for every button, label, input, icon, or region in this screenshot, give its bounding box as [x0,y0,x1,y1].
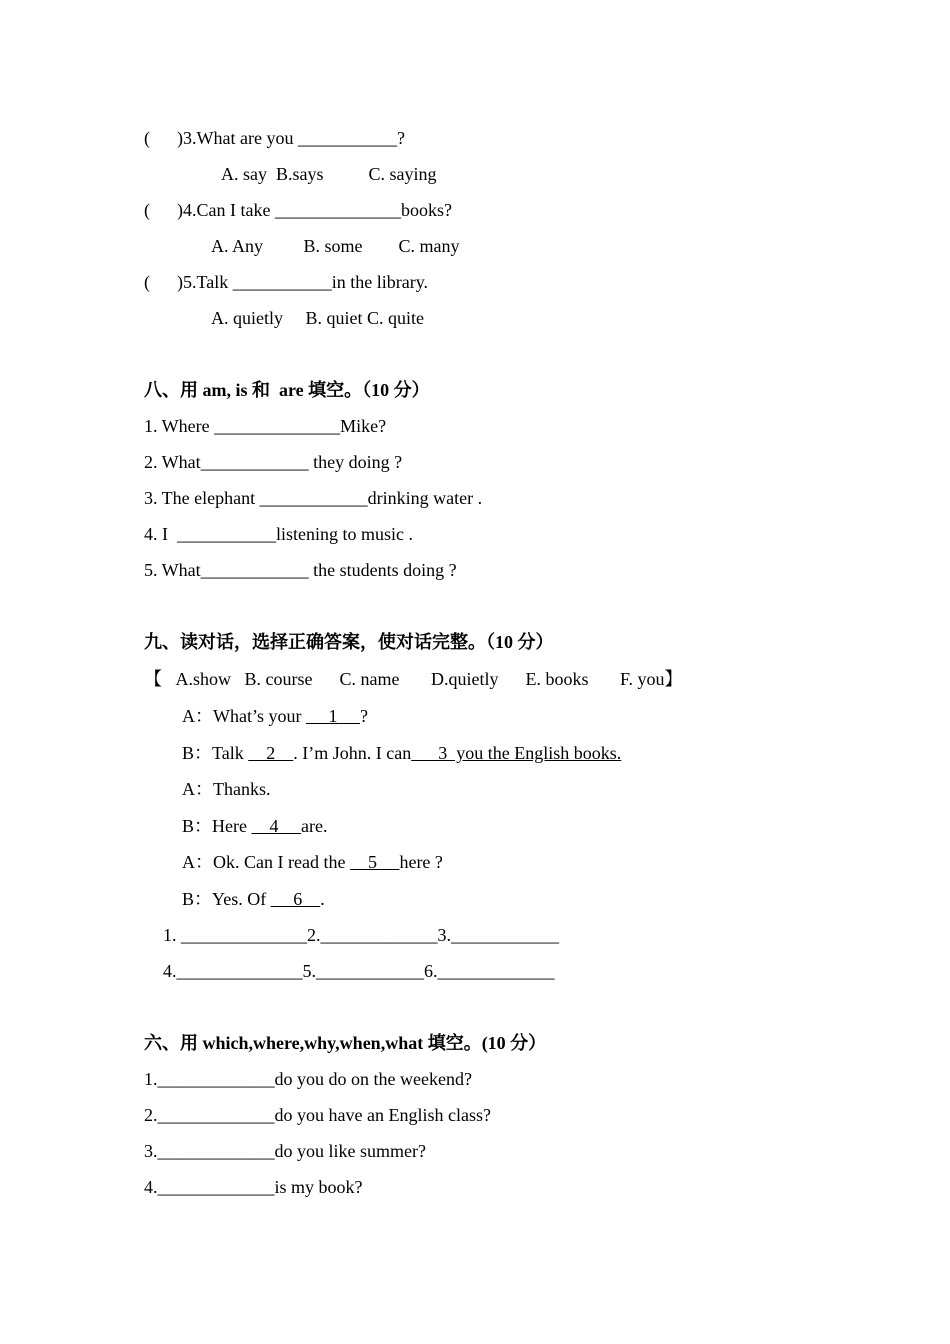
section-8-item-2: 2. What____________ they doing ? [144,452,403,472]
section-8-item-5: 5. What____________ the students doing ? [144,560,457,580]
section-6-heading: 六、用 which,where,why,when,what 填空。(10 分） [144,1033,547,1053]
section-6-item-3: 3._____________do you like summer? [144,1141,426,1161]
section-8-item-1: 1. Where ______________Mike? [144,416,387,436]
dialogue-line-6-end: . [320,889,325,909]
blank-3: 3 you the English books. [411,743,622,763]
question-3-options: A. say B.says C. saying [221,164,437,184]
answer-row-2: 4.______________5.____________6._____________ [163,961,555,981]
question-4: ( )4.Can I take ______________books? [144,200,452,220]
dialogue-line-2-mid: . I’m John. I can [293,743,412,763]
question-3: ( )3.What are you ___________? [144,128,405,148]
section-9-heading: 九、读对话，选择正确答案，使对话完整。（10 分） [144,632,554,652]
blank-6: 6 [270,889,321,909]
answer-row-1: 1. ______________2._____________3.____________ [163,925,559,945]
blank-4: 4 [251,816,301,836]
question-5: ( )5.Talk ___________in the library. [144,272,429,292]
question-4-options: A. Any B. some C. many [211,236,460,256]
section-8-item-4: 4. I ___________listening to music . [144,524,413,544]
section-8-heading: 八、用 am, is 和 are 填空。（10 分） [144,380,430,400]
blank-1: 1 [305,706,360,726]
dialogue-line-4 [182,815,327,837]
dialogue-line-5 [182,851,443,873]
dialogue-line-2 [182,742,621,764]
blank-2: 2 [248,743,294,763]
dialogue-line-2-text: B：Talk [182,743,249,763]
dialogue-line-1-text: A：What’s your [182,706,306,726]
dialogue-line-6 [182,888,325,910]
section-6-item-4: 4._____________is my book? [144,1177,363,1197]
dialogue-line-1 [182,705,368,727]
section-8-item-3: 3. The elephant ____________drinking water . [144,488,483,508]
question-5-options: A. quietly B. quiet C. quite [211,308,424,328]
dialogue-line-1-end: ? [359,706,368,726]
dialogue-line-4-text: B：Here [182,816,252,836]
dialogue-line-4-end: are. [300,816,328,836]
blank-5: 5 [349,852,400,872]
section-6-item-1: 1._____________do you do on the weekend? [144,1069,472,1089]
dialogue-line-5-end: here ? [399,852,443,872]
section-6-item-2: 2._____________do you have an English class? [144,1105,491,1125]
dialogue-line-5-text: A：Ok. Can I read the [182,852,350,872]
dialogue-line-6-text: B：Yes. Of [182,889,271,909]
dialogue-line-3: A：Thanks. [182,779,271,799]
section-9-options: 【 A.show B. course C. name D.quietly E. books F. you】 [144,669,683,689]
